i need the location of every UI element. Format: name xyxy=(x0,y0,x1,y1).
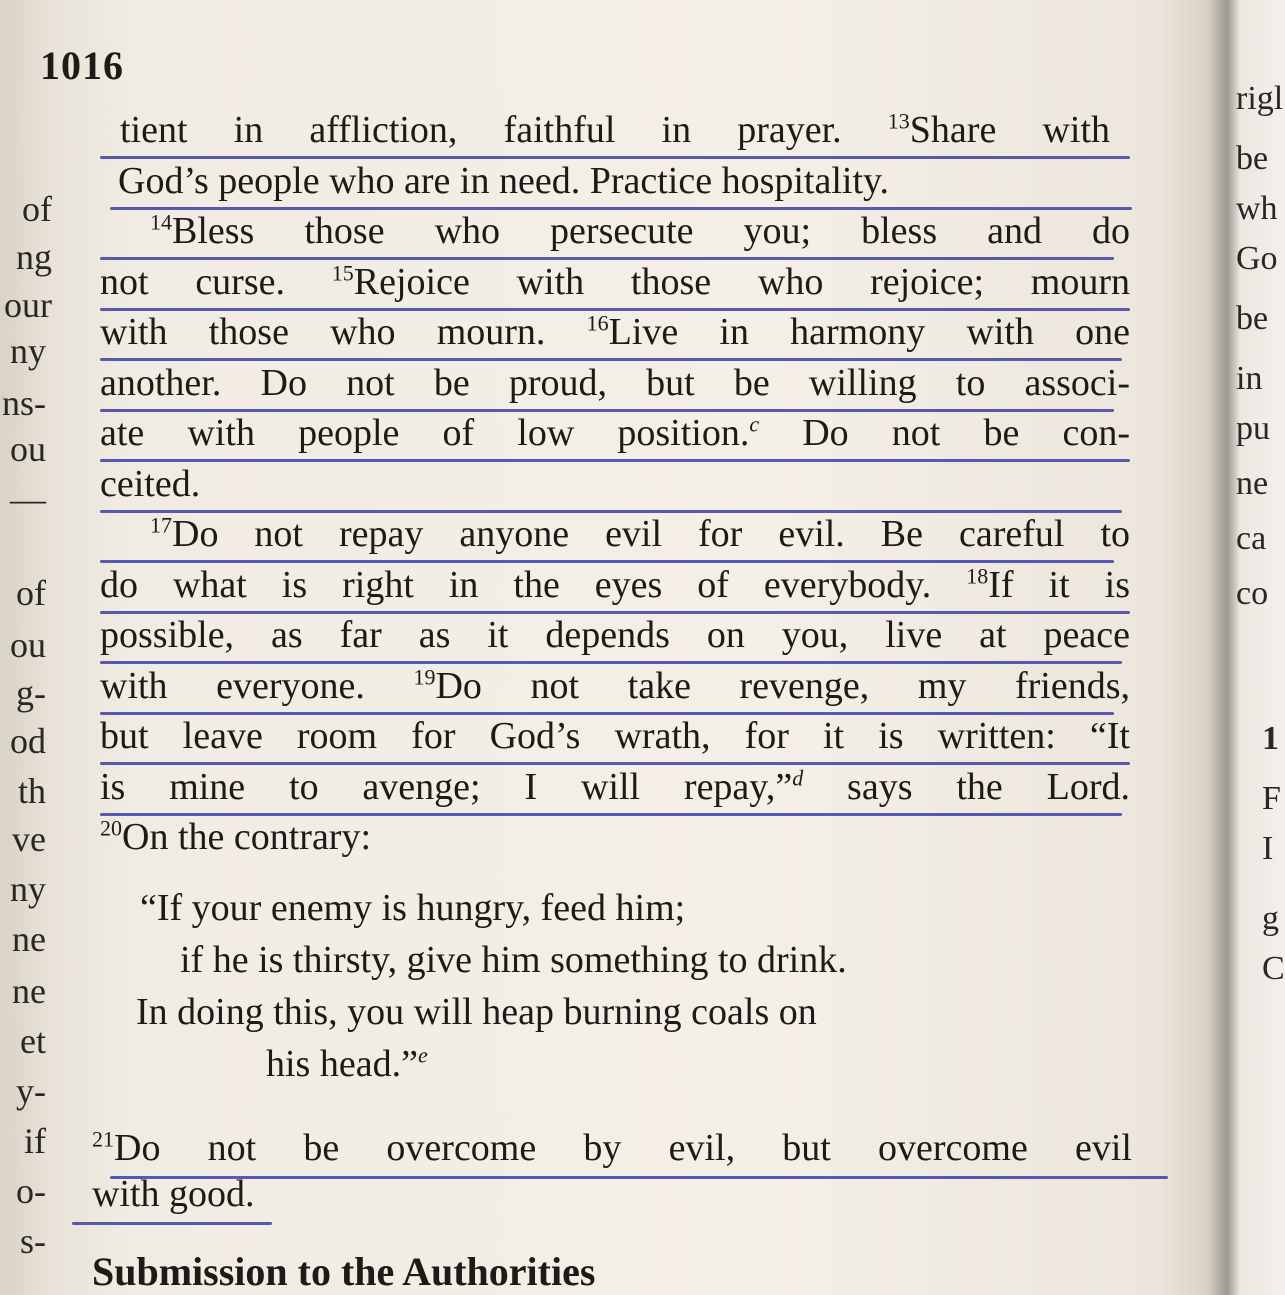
poem-line xyxy=(140,886,685,930)
text-line xyxy=(100,815,1130,859)
text-line xyxy=(92,1126,1132,1170)
margin-fragment: Go xyxy=(1236,240,1278,277)
text-segment: On the contrary: xyxy=(122,816,372,858)
text-line xyxy=(150,512,1130,556)
margin-fragment: ny xyxy=(10,869,46,909)
footnote-marker: e xyxy=(417,1042,428,1068)
margin-fragment: if xyxy=(24,1121,46,1161)
margin-fragment: of xyxy=(22,189,52,229)
margin-fragment: g xyxy=(1262,900,1279,937)
text-segment: ate with people of low position. xyxy=(100,412,750,454)
margin-fragment: th xyxy=(17,771,46,811)
verse-number: 17 xyxy=(150,512,172,538)
text-line xyxy=(100,613,1130,657)
margin-fragment: ou xyxy=(10,625,46,665)
text-segment: another. Do not be proud, but be willing to associ- xyxy=(100,361,1130,404)
text-line xyxy=(100,462,1130,506)
margin-fragment: wh xyxy=(1236,190,1278,227)
verse-number: 15 xyxy=(331,259,354,285)
verse-number: 18 xyxy=(966,562,989,588)
margin-fragment: ve xyxy=(12,819,46,859)
margin-fragment: s- xyxy=(20,1221,46,1261)
verse-number: 20 xyxy=(100,815,122,841)
text-segment: but leave room for God’s wrath, for it is written: “It xyxy=(100,715,1130,757)
text-line xyxy=(100,310,1130,354)
margin-fragment: ca xyxy=(1236,520,1267,557)
text-segment: Rejoice with those who rejoice; mourn xyxy=(353,260,1130,303)
text-segment: possible, as far as it depends on you, live at peace xyxy=(100,614,1130,656)
poem-text: if he is thirsty, give him something to drink. xyxy=(180,939,847,981)
margin-fragment: ns- xyxy=(2,383,46,423)
margin-fragment: o- xyxy=(16,1171,46,1211)
poem-line xyxy=(136,990,817,1034)
poem-line xyxy=(180,938,847,982)
margin-fragment: in xyxy=(1236,360,1263,397)
margin-fragment: — xyxy=(10,479,46,519)
margin-fragment: et xyxy=(20,1021,46,1061)
text-segment: Do not take revenge, my friends, xyxy=(435,664,1131,707)
margin-fragment: be xyxy=(1236,300,1269,337)
text-segment: Do not repay anyone evil for evil. Be careful to xyxy=(172,513,1130,555)
page-number: 1016 xyxy=(40,43,124,88)
margin-fragment: rigl xyxy=(1236,80,1284,117)
text-segment: God’s people who are in need. Practice hospitality. xyxy=(118,159,890,202)
text-segment: If it is xyxy=(988,563,1130,606)
text-line xyxy=(100,563,1130,607)
footnote-marker: d xyxy=(792,764,804,790)
margin-fragment: ou xyxy=(10,429,46,469)
margin-fragment: be xyxy=(1236,140,1269,177)
text-segment: Bless those who persecute you; bless and do xyxy=(172,210,1130,252)
margin-fragment: ng xyxy=(16,237,52,277)
margin-fragment: F xyxy=(1262,780,1281,817)
margin-fragment: 1 xyxy=(1262,720,1279,757)
margin-fragment: C xyxy=(1262,950,1285,987)
margin-fragment: ny xyxy=(10,331,46,371)
verse-number: 16 xyxy=(586,310,609,336)
text-segment: ceited. xyxy=(100,462,201,505)
pen-underline xyxy=(72,1222,272,1225)
text-segment: with those who mourn. xyxy=(100,311,587,353)
poem-text: In doing this, you will heap burning coals on xyxy=(136,991,817,1033)
margin-fragment: co xyxy=(1236,575,1269,612)
margin-fragment: od xyxy=(10,721,46,761)
text-segment: Do not be con- xyxy=(759,412,1130,454)
text-segment: with good. xyxy=(92,1173,255,1215)
margin-fragment: g- xyxy=(16,673,46,713)
verse-number: 19 xyxy=(413,663,436,689)
margin-fragment: our xyxy=(4,285,52,325)
margin-fragment: ne xyxy=(12,971,46,1011)
poem-line xyxy=(266,1042,428,1086)
text-segment: Do not be overcome by evil, but overcome evil xyxy=(114,1127,1132,1169)
margin-fragment: pu xyxy=(1236,410,1270,447)
verse-number: 21 xyxy=(92,1126,114,1152)
margin-fragment: of xyxy=(16,573,46,613)
text-line xyxy=(120,108,1110,152)
verse-number: 14 xyxy=(150,209,172,235)
text-segment: is mine to avenge; I will repay,” xyxy=(100,765,793,808)
text-segment: Share with xyxy=(909,109,1111,151)
next-page-edge-text xyxy=(1222,0,1285,1280)
margin-fragment: I xyxy=(1262,830,1274,867)
section-heading: Submission to the Authorities xyxy=(92,1249,596,1294)
text-line xyxy=(100,260,1130,304)
poem-text: his head.” xyxy=(266,1043,418,1085)
text-line xyxy=(92,1172,1132,1216)
poem-text: “If your enemy is hungry, feed him; xyxy=(140,887,686,929)
text-line xyxy=(100,714,1130,758)
text-segment: says the Lord. xyxy=(803,765,1130,808)
text-segment: do what is right in the eyes of everybody. xyxy=(100,563,967,606)
text-line xyxy=(100,664,1130,708)
text-line xyxy=(118,159,1148,203)
text-segment: with everyone. xyxy=(100,664,414,707)
text-segment: not curse. xyxy=(100,260,332,303)
footnote-marker: c xyxy=(749,411,760,437)
text-line xyxy=(150,209,1130,253)
text-line xyxy=(100,765,1130,809)
text-line xyxy=(100,411,1130,455)
margin-fragment: ne xyxy=(1236,465,1269,502)
verse-number: 13 xyxy=(887,108,910,134)
text-segment: Live in harmony with one xyxy=(608,311,1130,353)
text-segment: tient in affliction, faithful in prayer. xyxy=(120,109,888,151)
previous-page-edge-text xyxy=(0,0,60,1280)
margin-fragment: ne xyxy=(12,919,46,959)
text-line xyxy=(100,361,1130,405)
margin-fragment: y- xyxy=(16,1071,46,1111)
